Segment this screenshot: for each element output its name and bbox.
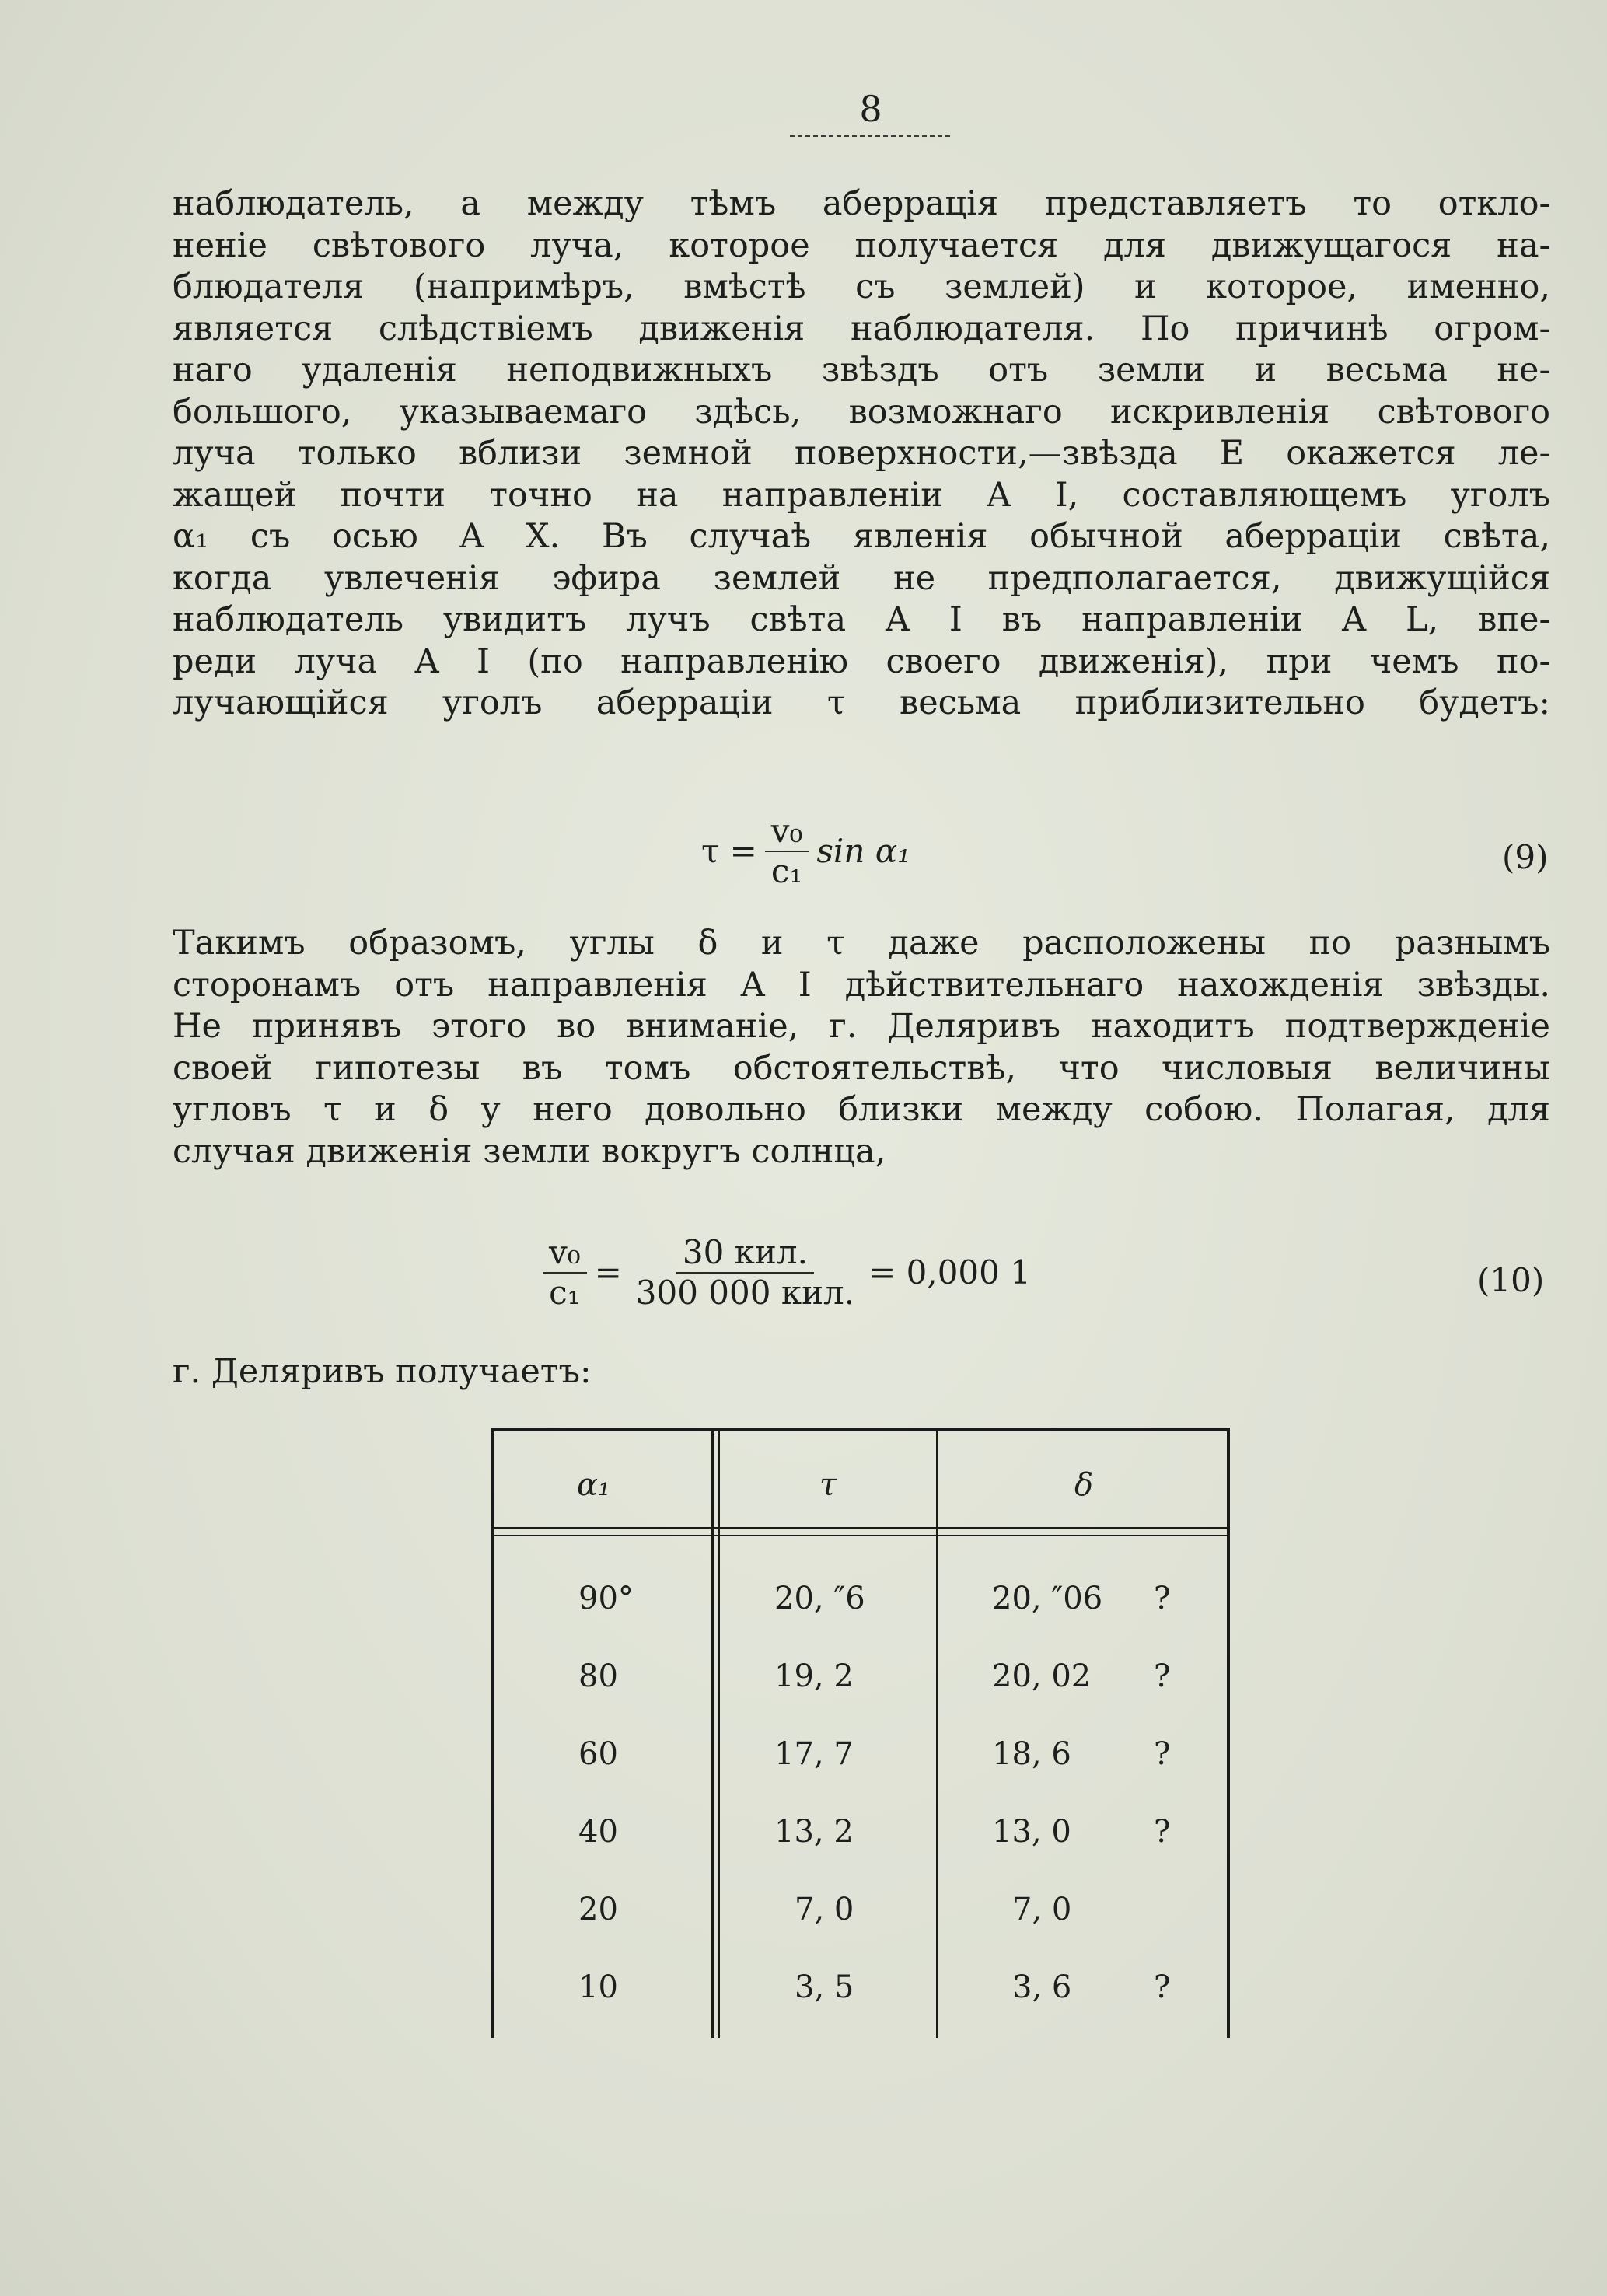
cell-alpha: 10 [578,1969,618,2005]
text-line: случая движенія земли вокругъ солнца, [173,1131,886,1171]
text-line: угловъ τ и δ у него довольно близки между собою. Полагая, для [173,1090,1550,1129]
table-column-divider [936,1428,938,2038]
formula-9-lhs: τ = [701,832,757,870]
table-column-divider [711,1428,714,2038]
aberration-table [491,1428,1230,2038]
paragraph-delarive [173,923,1550,1172]
page-number-rule [790,135,950,137]
equation-number-10: (10) [1477,1261,1545,1299]
text-line: α₁ съ осью A X. Въ случаѣ явленія обычной аберраціи свѣта, [173,517,1550,556]
cell-delta: 20, 02 [992,1658,1092,1694]
table-header-delta: δ [1074,1467,1094,1503]
cell-delta: 20, ″06 [992,1581,1103,1616]
formula-9 [701,813,910,889]
text-line: своей гипотезы въ томъ обстоятельствѣ, что числовыя величины [173,1048,1550,1088]
cell-tau: 19, 2 [774,1658,854,1694]
cell-question-mark: ? [1154,1814,1171,1850]
table-header-alpha: α₁ [577,1467,611,1503]
cell-delta: 7, 0 [1012,1892,1072,1927]
table-left-border [491,1428,494,2038]
cell-question-mark: ? [1154,1658,1171,1694]
text-line: г. Деляривъ получаетъ: [173,1352,592,1391]
formula-10-numerator-2: 30 кил. [676,1235,814,1274]
table-column-divider [718,1428,720,2038]
text-line: большого, указываемаго здѣсь, возможнаго искривленія свѣтового [173,392,1550,432]
page-number: 8 [859,88,882,130]
cell-alpha: 80 [578,1658,618,1694]
formula-10-denominator-1: c₁ [549,1274,581,1312]
text-line: жащей почти точно на направленіи A I, составляющемъ уголъ [173,475,1550,515]
cell-tau: 13, 2 [774,1814,854,1850]
text-line: является слѣдствіемъ движенія наблюдателя. По причинѣ огром- [173,309,1550,348]
text-line: сторонамъ отъ направленія A I дѣйствительнаго нахожденія звѣзды. [173,965,1550,1005]
cell-question-mark: ? [1154,1969,1171,2005]
table-header-tau: τ [819,1467,837,1503]
text-line: луча только вблизи земной поверхности,—звѣзда E окажется ле- [173,434,1550,473]
cell-question-mark: ? [1154,1581,1171,1616]
paragraph-result-intro [173,1351,1550,1393]
formula-10 [535,1235,1031,1311]
cell-tau: 3, 5 [795,1969,854,2005]
cell-alpha: 60 [578,1736,618,1772]
formula-10-fraction-2 [630,1235,861,1311]
text-line: неніе свѣтового луча, которое получается для движущагося на- [173,225,1550,265]
formula-9-numerator: v₀ [765,813,809,852]
cell-alpha: 90° [578,1581,634,1616]
text-line: лучающійся уголъ аберраціи τ весьма приблизительно будетъ: [173,683,1550,722]
table-top-border [491,1428,1230,1431]
formula-9-rhs: sin α₁ [816,832,910,870]
text-line: блюдателя (напримѣръ, вмѣстѣ съ землей) и которое, именно, [173,267,1550,306]
formula-10-numerator-1: v₀ [543,1235,587,1274]
formula-9-fraction [765,813,809,889]
cell-tau: 20, ″6 [774,1581,865,1616]
table-header-rule [491,1535,1230,1536]
formula-10-denominator-2: 300 000 кил. [635,1274,855,1312]
text-line: Не принявъ этого во вниманіе, г. Деляривъ находитъ подтвержденіе [173,1007,1550,1046]
paragraph-aberration [173,183,1550,725]
cell-delta: 18, 6 [992,1736,1071,1772]
cell-tau: 17, 7 [774,1736,854,1772]
cell-tau: 7, 0 [795,1892,854,1927]
formula-10-fraction-1 [543,1235,587,1311]
text-line: наблюдатель, а между тѣмъ аберрація представляетъ то откло- [173,184,1550,223]
equation-number-9: (9) [1502,838,1549,876]
text-line: наблюдатель увидитъ лучъ свѣта A I въ направленіи A L, впе- [173,600,1550,639]
formula-10-equals: = [594,1253,622,1291]
text-line: наго удаленія неподвижныхъ звѣздъ отъ земли и весьма не- [173,351,1550,390]
formula-10-rhs: = 0,000 1 [868,1253,1031,1291]
table-header-rule [491,1527,1230,1529]
formula-9-denominator: c₁ [770,852,803,890]
table-right-border [1227,1428,1230,2038]
text-line: Такимъ образомъ, углы δ и τ даже расположены по разнымъ [173,924,1550,963]
cell-alpha: 40 [578,1814,618,1850]
cell-delta: 3, 6 [1012,1969,1072,2005]
cell-alpha: 20 [578,1892,618,1927]
cell-delta: 13, 0 [992,1814,1071,1850]
text-line: когда увлеченія эфира землей не предполагается, движущійся [173,558,1550,598]
text-line: реди луча A I (по направленію своего движенія), при чемъ по- [173,641,1550,681]
cell-question-mark: ? [1154,1736,1171,1772]
